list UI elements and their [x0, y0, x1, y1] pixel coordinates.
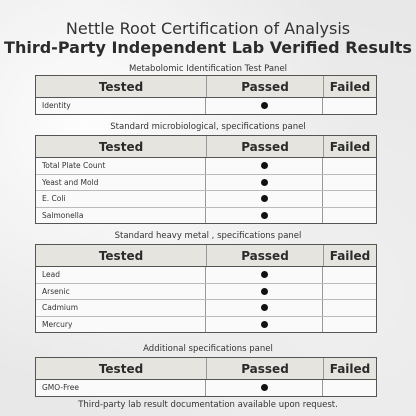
passed-dot-icon [261, 321, 268, 328]
page-title: Nettle Root Certification of Analysis [65, 19, 351, 38]
panel-title-heavy-metal: Standard heavy metal , specifications panel [114, 231, 302, 241]
row-label: Identity [36, 98, 206, 114]
header-passed: Passed [207, 76, 324, 97]
header-tested: Tested [36, 358, 207, 379]
passed-dot-icon [261, 179, 268, 186]
page-subtitle: Third-Party Independent Lab Verified Results [4, 38, 412, 57]
row-label: Salmonella [36, 208, 206, 224]
table-header [36, 136, 376, 158]
header-failed: Failed [329, 79, 371, 94]
passed-dot-icon [261, 304, 268, 311]
table-row [36, 317, 376, 333]
panel-title-metabolomic: Metabolomic Identification Test Panel [128, 64, 288, 74]
table-row [36, 300, 376, 317]
header-passed: Passed [207, 245, 324, 266]
header-failed: Failed [329, 361, 371, 376]
row-label: Cadmium [36, 300, 206, 316]
table-row [36, 98, 376, 114]
row-label: Mercury [36, 317, 206, 333]
panel-metabolomic [35, 75, 377, 115]
header-tested: Tested [36, 245, 207, 266]
panel-heavy-metal [35, 244, 377, 333]
row-label: Arsenic [36, 284, 206, 300]
table-row [36, 158, 376, 175]
table-header [36, 245, 376, 267]
passed-dot-icon [261, 212, 268, 219]
table-row [36, 380, 376, 396]
table-row [36, 208, 376, 224]
table-header [36, 76, 376, 98]
passed-dot-icon [261, 102, 268, 109]
table-header [36, 358, 376, 380]
header-tested: Tested [36, 136, 207, 157]
row-label: E. Coli [36, 191, 206, 207]
panel-title-microbiological: Standard microbiological, specifications panel [110, 122, 306, 132]
row-label: Total Plate Count [36, 158, 206, 174]
panel-microbiological [35, 135, 377, 224]
panel-additional [35, 357, 377, 397]
header-failed: Failed [329, 248, 371, 263]
panel-title-additional: Additional specifications panel [143, 344, 273, 354]
row-label: Yeast and Mold [36, 175, 206, 191]
table-row [36, 191, 376, 208]
passed-dot-icon [261, 384, 268, 391]
table-row [36, 175, 376, 192]
footer-note: Third-party lab result documentation available upon request. [78, 400, 338, 410]
passed-dot-icon [261, 195, 268, 202]
header-passed: Passed [207, 136, 324, 157]
header-tested: Tested [36, 76, 207, 97]
table-row [36, 267, 376, 284]
passed-dot-icon [261, 271, 268, 278]
table-row [36, 284, 376, 301]
header-passed: Passed [207, 358, 324, 379]
passed-dot-icon [261, 288, 268, 295]
header-failed: Failed [329, 139, 371, 154]
row-label: GMO-Free [36, 380, 206, 396]
row-label: Lead [36, 267, 206, 283]
passed-dot-icon [261, 162, 268, 169]
